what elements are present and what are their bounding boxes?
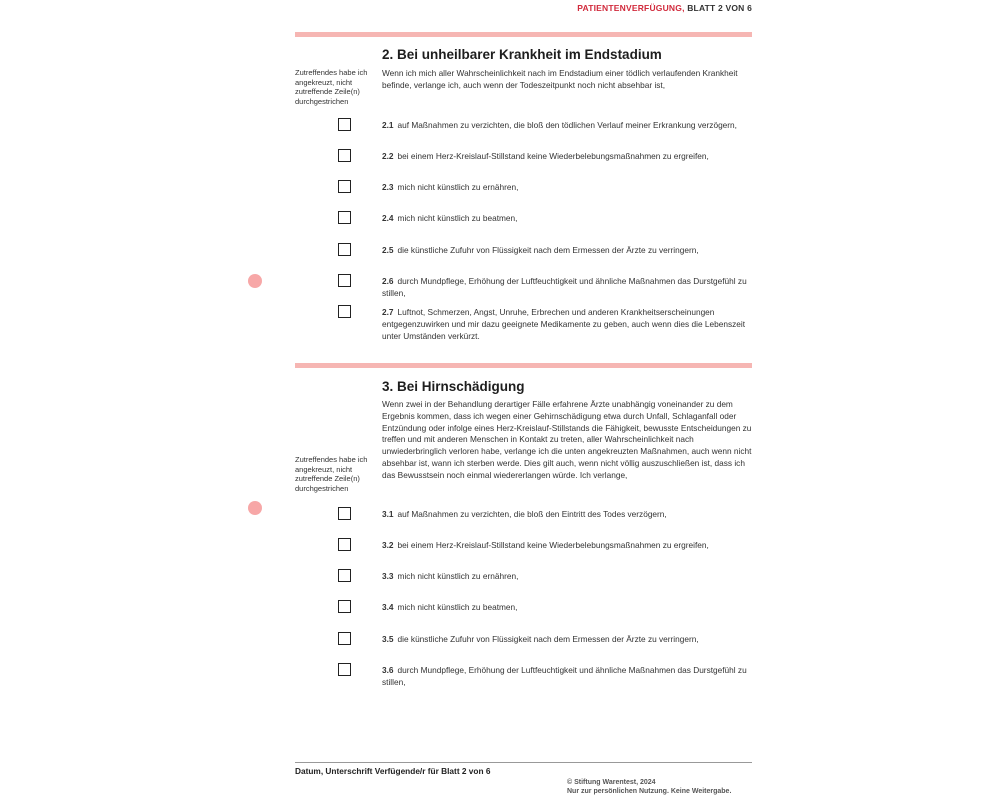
checkbox[interactable] <box>338 211 351 224</box>
section-3-side-note: Zutreffendes habe ich angekreuzt, nicht zutreffende Zeile(n) durchgestrichen <box>295 455 368 493</box>
item-number: 3.1 <box>382 509 394 519</box>
checkbox[interactable] <box>338 538 351 551</box>
checkbox[interactable] <box>338 663 351 676</box>
signature-label: Datum, Unterschrift Verfügende/r für Blatt 2 von 6 <box>295 766 491 776</box>
checkbox[interactable] <box>338 243 351 256</box>
checkbox[interactable] <box>338 274 351 287</box>
punch-hole-marker <box>248 274 262 288</box>
item-text: durch Mundpflege, Erhöhung der Luftfeuchtigkeit und ähnliche Maßnahmen das Durstgefühl zu stillen, <box>382 665 747 687</box>
page-header <box>577 3 752 13</box>
item-number: 3.3 <box>382 571 394 581</box>
item-text: durch Mundpflege, Erhöhung der Luftfeuchtigkeit und ähnliche Maßnahmen das Durstgefühl zu stillen, <box>382 276 747 298</box>
item-number: 2.3 <box>382 182 394 192</box>
item-text: bei einem Herz-Kreislauf-Stillstand keine Wiederbelebungsmaßnahmen zu ergreifen, <box>397 151 709 161</box>
item-number: 2.6 <box>382 276 394 286</box>
section-3-intro: Wenn zwei in der Behandlung derartiger Fälle erfahrene Ärzte unabhängig voneinander zu dem Ergebnis kommen, dass ich wegen einer Gehirnschädigung etwa durch Unfall, Schlaganfall oder Entzündung oder infolge eines Herz-Kreislauf-Stillstands die Fähigkeit, bewusste Entscheidungen zu treffen und mit anderen Menschen in Kontakt zu treten, aller Wahrscheinlichkeit nach unwiederbringlich verloren habe, verlange ich die unten angekreuzten Maßnahmen, auch wenn nicht absehbar ist, wann ich sterben werde. Dies gilt auch, wenn nicht völlig auszuschließen ist, dass ich das Bewusstsein noch einmal wiedererlangen würde. Ich verlange, <box>382 399 752 480</box>
section-3-title: 3. Bei Hirnschädigung <box>382 379 525 394</box>
item-number: 3.6 <box>382 665 394 675</box>
checkbox[interactable] <box>338 305 351 318</box>
item-text: mich nicht künstlich zu ernähren, <box>397 182 519 192</box>
header-title: PATIENTENVERFÜGUNG, <box>577 3 685 13</box>
item-number: 3.2 <box>382 540 394 550</box>
section-2-title: 2. Bei unheilbarer Krankheit im Endstadium <box>382 47 662 62</box>
item-text: die künstliche Zufuhr von Flüssigkeit nach dem Ermessen der Ärzte zu verringern, <box>397 245 699 255</box>
item-text: mich nicht künstlich zu beatmen, <box>397 602 518 612</box>
item-number: 2.5 <box>382 245 394 255</box>
checkbox[interactable] <box>338 632 351 645</box>
section-2-divider <box>295 32 752 37</box>
punch-hole-marker <box>248 501 262 515</box>
checkbox[interactable] <box>338 118 351 131</box>
item-text: mich nicht künstlich zu ernähren, <box>397 571 519 581</box>
item-text: auf Maßnahmen zu verzichten, die bloß den tödlichen Verlauf meiner Erkrankung verzögern, <box>397 120 737 130</box>
section-3-divider <box>295 363 752 368</box>
item-text: die künstliche Zufuhr von Flüssigkeit nach dem Ermessen der Ärzte zu verringern, <box>397 634 699 644</box>
checkbox[interactable] <box>338 569 351 582</box>
section-2-side-note: Zutreffendes habe ich angekreuzt, nicht zutreffende Zeile(n) durchgestrichen <box>295 68 368 106</box>
item-number: 2.2 <box>382 151 394 161</box>
section-2-intro: Wenn ich mich aller Wahrscheinlichkeit nach im Endstadium einer tödlich verlaufenden Krankheit befinde, verlange ich, auch wenn der Todeszeitpunkt noch nicht absehbar ist, <box>382 68 738 90</box>
checkbox[interactable] <box>338 600 351 613</box>
item-text: auf Maßnahmen zu verzichten, die bloß den Eintritt des Todes verzögern, <box>397 509 667 519</box>
signature-line <box>295 762 752 763</box>
checkbox[interactable] <box>338 180 351 193</box>
item-number: 2.7 <box>382 307 394 317</box>
item-text: Luftnot, Schmerzen, Angst, Unruhe, Erbrechen und anderen Krankheitserscheinungen entgegenzuwirken und mir dazu geeignete Medikamente zu geben, auch wenn dies die Lebenszeit unter Umständen verkürzt. <box>382 307 746 341</box>
checkbox[interactable] <box>338 507 351 520</box>
item-number: 2.1 <box>382 120 394 130</box>
copyright-text: © Stiftung Warentest, 2024 <box>567 779 656 786</box>
item-number: 3.4 <box>382 602 394 612</box>
item-text: bei einem Herz-Kreislauf-Stillstand keine Wiederbelebungsmaßnahmen zu ergreifen, <box>397 540 709 550</box>
usage-note: Nur zur persönlichen Nutzung. Keine Weitergabe. <box>567 788 732 795</box>
footer-copyright <box>567 778 731 796</box>
item-number: 3.5 <box>382 634 394 644</box>
item-text: mich nicht künstlich zu beatmen, <box>397 213 518 223</box>
header-page-number: BLATT 2 VON 6 <box>687 3 752 13</box>
checkbox[interactable] <box>338 149 351 162</box>
item-number: 2.4 <box>382 213 394 223</box>
